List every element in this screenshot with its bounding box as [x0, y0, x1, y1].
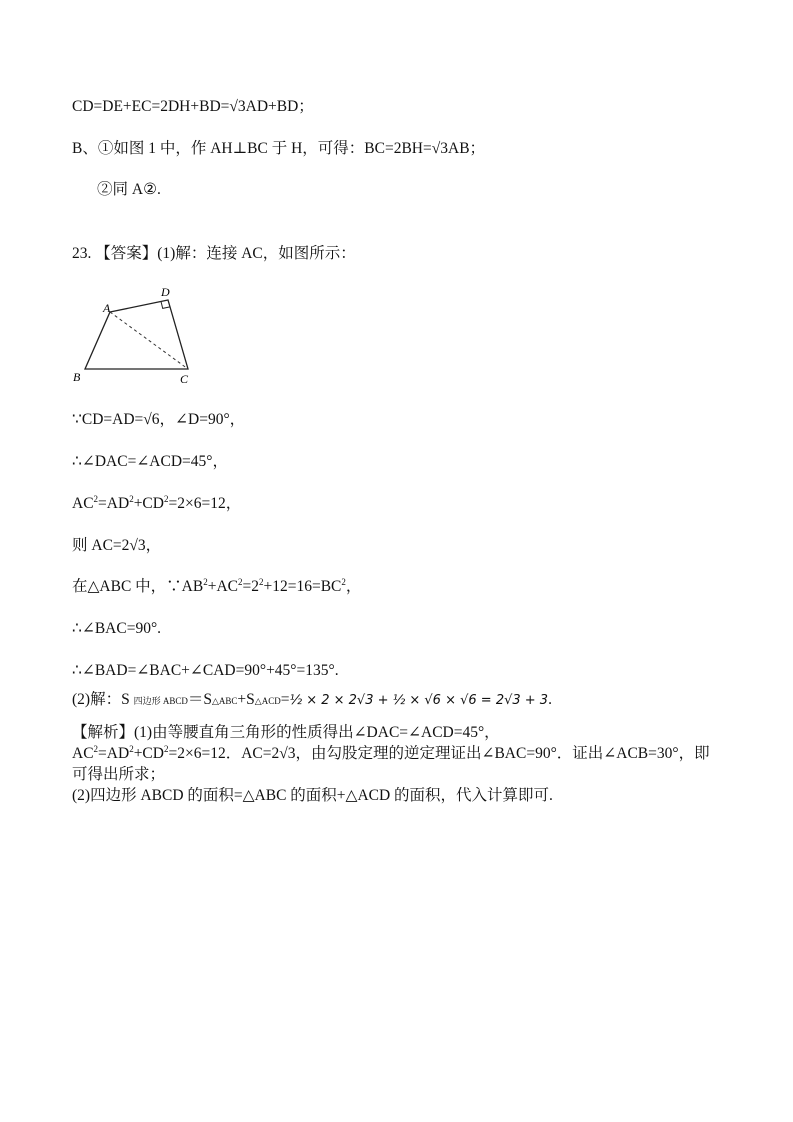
text-line-b: B、①如图 1 中，作 AH⊥BC 于 H，可得：BC=2BH=√3AB；: [72, 140, 486, 157]
analysis-p1: 【解析】(1)由等腰直角三角形的性质得出∠DAC=∠ACD=45°，: [72, 724, 500, 741]
step-8-area: (2)解：S 四边形 ABCD＝S△ABC+S△ACD=½ × 2 × 2√3 + ½ × √6 × √6 = 2√3 + 3.: [72, 691, 552, 708]
step-1: ∵CD=AD=√6，∠D=90°，: [72, 411, 246, 428]
svg-text:C: C: [180, 372, 189, 386]
answer-heading: 23. 【答案】(1)解：连接 AC，如图所示：: [72, 245, 356, 262]
step-3: $AC^2=AD^2+CD^2=2\times 6=12$，: [72, 494, 242, 512]
analysis-p4: (2)四边形 ABCD 的面积=△ABC 的面积+△ACD 的面积，代入计算即可.: [72, 787, 553, 804]
step-5: 在△ABC 中，$\because AB^2+AC^2=2^2+12=16=BC^2$，: [72, 577, 362, 595]
text-line-same: ②同 A②.: [97, 181, 161, 198]
analysis-section: [72, 722, 732, 806]
step-2: ∴∠DAC=∠ACD=45°，: [72, 453, 228, 470]
analysis-p3: 可得出所求；: [72, 766, 166, 783]
text-line-cd: CD=DE+EC=2DH+BD=√3AD+BD；: [72, 98, 314, 115]
svg-text:A: A: [103, 301, 111, 315]
step-7: ∴∠BAD=∠BAC+∠CAD=90°+45°=135°.: [72, 662, 339, 679]
step-6: ∴∠BAC=90°.: [72, 620, 162, 637]
analysis-p2: $AC^2=AD^2+CD^2=2\times 6=12$．AC=2√3，由勾股定理的逆定理证出∠BAC=90°．证出∠ACB=30°，即: [72, 744, 710, 762]
svg-text:D: D: [161, 285, 170, 299]
step-4: 则 AC=2√3，: [72, 537, 162, 554]
svg-text:B: B: [73, 370, 81, 384]
quadrilateral-diagram: [66, 280, 206, 390]
